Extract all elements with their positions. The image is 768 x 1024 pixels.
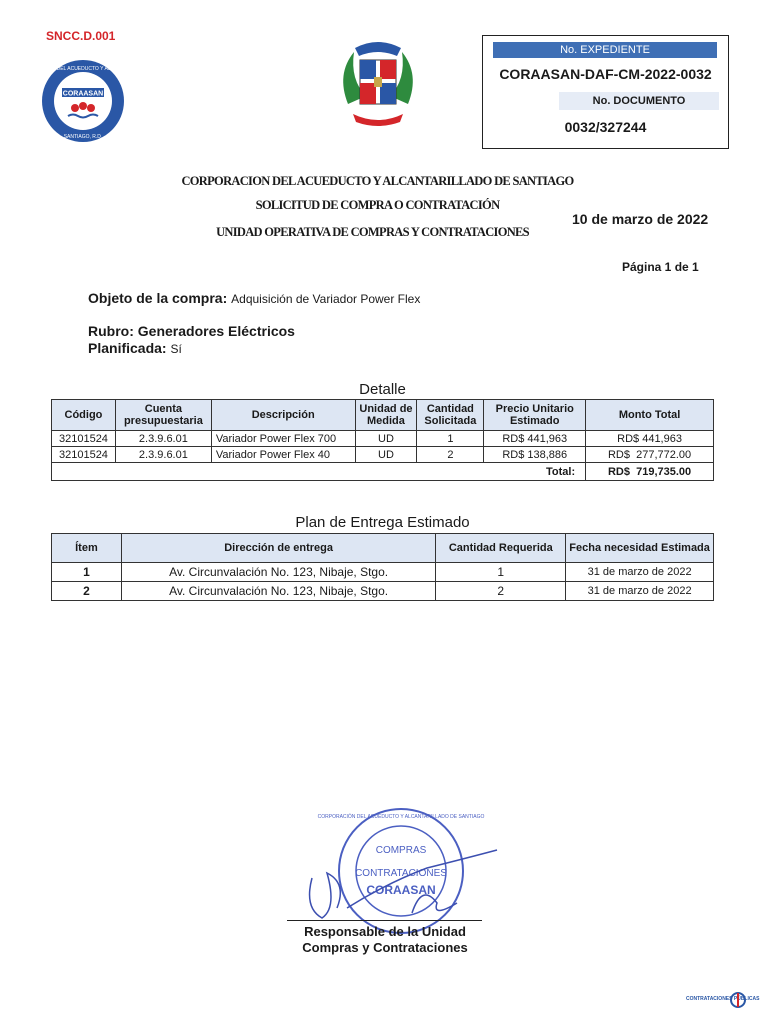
request-subtitle: SOLICITUD DE COMPRA O CONTRATACIÓN [255,198,500,212]
table-row [52,563,714,582]
cell-codigo: 32101524 [52,447,116,463]
stamp-ring: CORPORACIÓN DEL ACUEDUCTO Y ALCANTARILLADO DE SANTIAGO [317,814,485,820]
expediente-box [482,35,729,149]
planificada-value: Sí [170,342,182,356]
footer-logo-text: CONTRATACIONES PÚBLICAS [686,996,760,1002]
cell-cantidad: 2 [436,582,566,601]
col-direccion: Dirección de entrega [121,534,435,563]
documento-number: 0032/327244 [564,119,647,135]
col-descripcion: Descripción [211,400,355,431]
plan-title: Plan de Entrega Estimado [295,514,470,531]
detalle-title: Detalle [359,381,406,398]
objeto-field [88,290,420,306]
left-logo-ring: CORPORACIÓN DEL ACUEDUCTO Y ALCANTARILLADO [17,66,149,72]
detalle-header-row [52,400,714,431]
left-logo-text: CORAASAN [62,90,104,98]
objeto-value: Adquisición de Variador Power Flex [231,292,421,306]
detalle-table [51,399,714,481]
cell-unidad: UD [355,431,417,447]
cell-fecha: 31 de marzo de 2022 [566,582,714,601]
stamp-line1: COMPRAS [375,845,427,856]
cell-monto: RD$ 277,772.00 [586,447,714,463]
table-row [52,431,714,447]
cell-fecha: 31 de marzo de 2022 [566,563,714,582]
document-date: 10 de marzo de 2022 [572,211,709,227]
table-row [52,447,714,463]
cell-descripcion: Variador Power Flex 40 [211,447,355,463]
document-code: SNCC.D.001 [46,29,116,43]
col-codigo: Código [52,400,116,431]
cell-direccion: Av. Circunvalación No. 123, Nibaje, Stgo. [121,582,435,601]
plan-header-row [52,534,714,563]
stamp-line3: CORAASAN [366,883,436,897]
rubro-label: Rubro: Generadores Eléctricos [88,323,295,339]
col-cuenta: Cuenta presupuestaria [115,400,211,431]
col-precio: Precio Unitario Estimado [484,400,586,431]
expediente-label: No. EXPEDIENTE [493,42,717,58]
cell-direccion: Av. Circunvalación No. 123, Nibaje, Stgo. [121,563,435,582]
col-item: Ítem [52,534,122,563]
objeto-label: Objeto de la compra: [88,290,228,306]
cell-codigo: 32101524 [52,431,116,447]
col-cantidad-requerida: Cantidad Requerida [436,534,566,563]
cell-cantidad: 1 [436,563,566,582]
col-cantidad: Cantidad Solicitada [417,400,484,431]
coraasan-logo-icon [17,58,149,144]
cell-precio: RD$ 138,886 [484,447,586,463]
unit-name: UNIDAD OPERATIVA DE COMPRAS Y CONTRATACIONES [216,225,529,239]
total-row [52,463,714,481]
total-label: Total: [52,463,586,481]
cell-unidad: UD [355,447,417,463]
total-value: RD$ 719,735.00 [586,463,714,481]
responsible-line1: Responsable de la Unidad [304,924,466,939]
table-row [52,582,714,601]
col-fecha: Fecha necesidad Estimada [566,534,714,563]
cell-cuenta: 2.3.9.6.01 [115,431,211,447]
cell-cantidad: 1 [417,431,484,447]
responsible-line2: Compras y Contrataciones [302,940,468,955]
planificada-field [88,340,182,356]
col-unidad: Unidad de Medida [355,400,417,431]
cell-descripcion: Variador Power Flex 700 [211,431,355,447]
plan-table [51,533,714,601]
cell-item: 2 [52,582,122,601]
left-logo-bottom: SANTIAGO, R.D. [63,134,103,140]
planificada-label: Planificada: [88,340,167,356]
cell-item: 1 [52,563,122,582]
col-monto: Monto Total [586,400,714,431]
expediente-number: CORAASAN-DAF-CM-2022-0032 [499,66,712,82]
page-number: Página 1 de 1 [622,260,699,274]
org-name: CORPORACION DEL ACUEDUCTO Y ALCANTARILLADO DE SANTIAGO [181,174,574,188]
contrataciones-publicas-logo-icon [686,990,760,1012]
cell-monto: RD$ 441,963 [586,431,714,447]
cell-cantidad: 2 [417,447,484,463]
signature-line [287,920,482,921]
cell-cuenta: 2.3.9.6.01 [115,447,211,463]
signature-scribble-icon [292,848,507,928]
rubro-field [88,323,295,339]
national-crest-icon [333,34,423,134]
documento-label: No. DOCUMENTO [559,92,719,110]
cell-precio: RD$ 441,963 [484,431,586,447]
stamp-line2: CONTRATACIONES [355,868,447,879]
